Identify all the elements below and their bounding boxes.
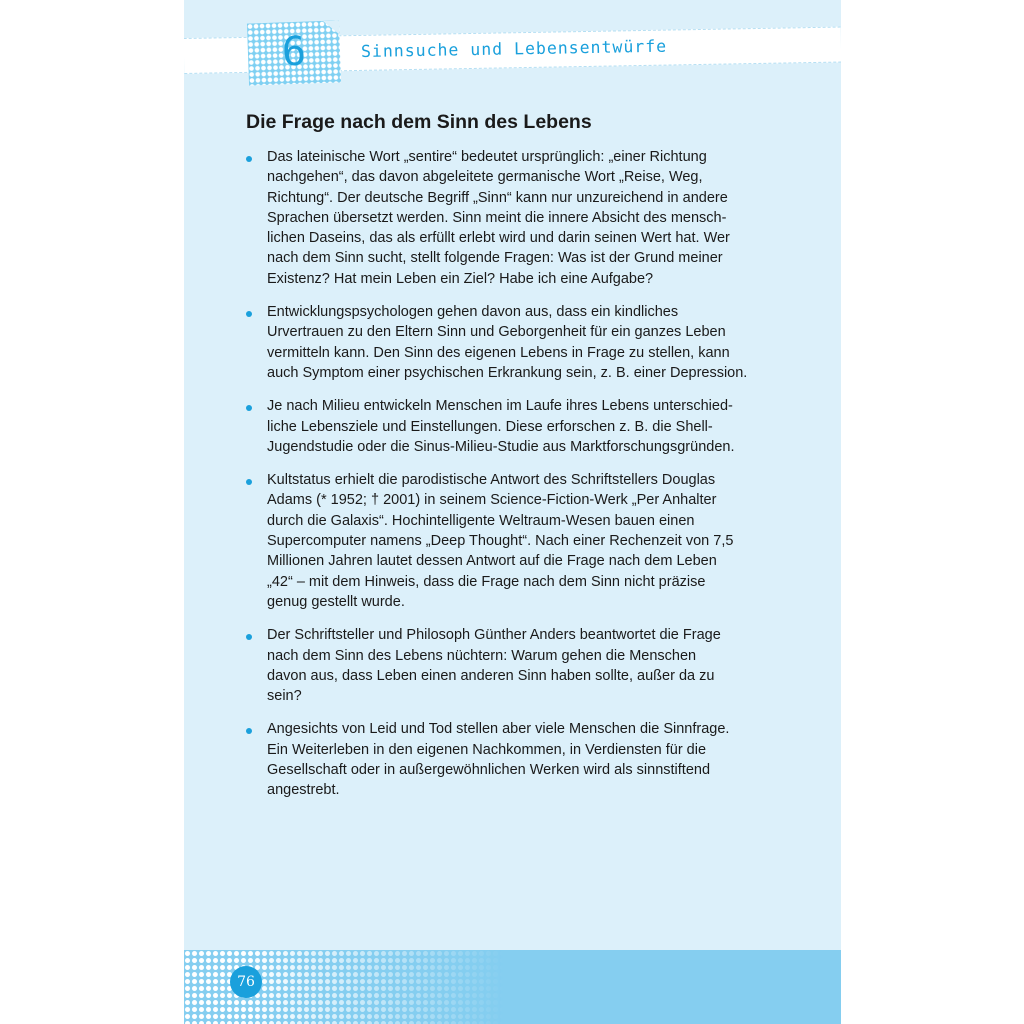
bullet-dot-icon	[246, 728, 252, 734]
list-item	[246, 147, 780, 289]
list-item	[246, 302, 780, 383]
footer-band	[184, 950, 841, 1024]
chapter-tab	[247, 20, 341, 85]
bullet-dot-icon	[246, 634, 252, 640]
list-item	[246, 719, 780, 800]
bullet-text: Je nach Milieu entwickeln Menschen im Laufe ihres Lebens unterschied- liche Lebensziele und Einstellungen. Diese erforschen z. B. die Shell- Jugendstudie oder die Sinus-Milieu-Studie aus Marktforschungsgründen.	[267, 398, 735, 455]
book-page	[184, 0, 841, 1024]
bullet-text: Angesichts von Leid und Tod stellen aber viele Menschen die Sinnfrage. Ein Weiterleben in den eigenen Nachkommen, in Verdiensten für die Gesellschaft oder in außergewöhnlichen Werken wird als sinnstiftend angestrebt.	[267, 721, 730, 799]
bullet-dot-icon	[246, 405, 252, 411]
bullet-dot-icon	[246, 156, 252, 162]
bullet-list	[246, 147, 780, 814]
bullet-dot-icon	[246, 311, 252, 317]
chapter-number: 6	[281, 28, 307, 76]
chapter-title: Sinnsuche und Lebensentwürfe	[360, 36, 668, 61]
section-heading: Die Frage nach dem Sinn des Lebens	[246, 111, 592, 133]
bullet-text: Entwicklungspsychologen gehen davon aus, dass ein kindliches Urvertrauen zu den Eltern Sinn und Geborgenheit für ein ganzes Leben vermitteln kann. Den Sinn des eigenen Lebens in Frage zu stellen, kann auch Symptom einer psychischen Erkrankung sein, z. B. einer Depression.	[267, 304, 748, 381]
bullet-dot-icon	[246, 479, 252, 485]
list-item	[246, 396, 780, 457]
bullet-text: Das lateinische Wort „sentire“ bedeutet ursprünglich: „einer Richtung nachgehen“, das davon abgeleitete germanische Wort „Reise, Weg, Richtung“. Der deutsche Begriff „Sinn“ kann nur unzureichend in andere Sprachen übersetzt werden. Sinn meint die innere Absicht des mensch- lichen Daseins, das als erfüllt erlebt wird und darin seinen Wert hat. Wer nach dem Sinn sucht, stellt folgende Fragen: Was ist der Grund meiner Existenz? Hat mein Leben ein Ziel? Habe ich eine Aufgabe?	[267, 149, 730, 287]
list-item	[246, 470, 780, 612]
page-number: 76	[230, 966, 262, 998]
list-item	[246, 625, 780, 706]
bullet-text: Der Schriftsteller und Philosoph Günther Anders beantwortet die Frage nach dem Sinn des Lebens nüchtern: Warum gehen die Menschen davon aus, dass Leben einen anderen Sinn haben sollte, außer da zu sein?	[267, 627, 721, 705]
bullet-text: Kultstatus erhielt die parodistische Antwort des Schriftstellers Douglas Adams (* 1952; † 2001) in seinem Science-Fiction-Werk „Per Anhalter durch die Galaxis“. Hochintelligente Weltraum-Wesen bauen einen Supercomputer namens „Deep Thought“. Nach einer Rechenzeit von 7,5 Millionen Jahren lautet dessen Antwort auf die Frage nach dem Leben „42“ – mit dem Hinweis, dass die Frage nach dem Sinn nicht präzise genug gestellt wurde.	[267, 472, 734, 610]
